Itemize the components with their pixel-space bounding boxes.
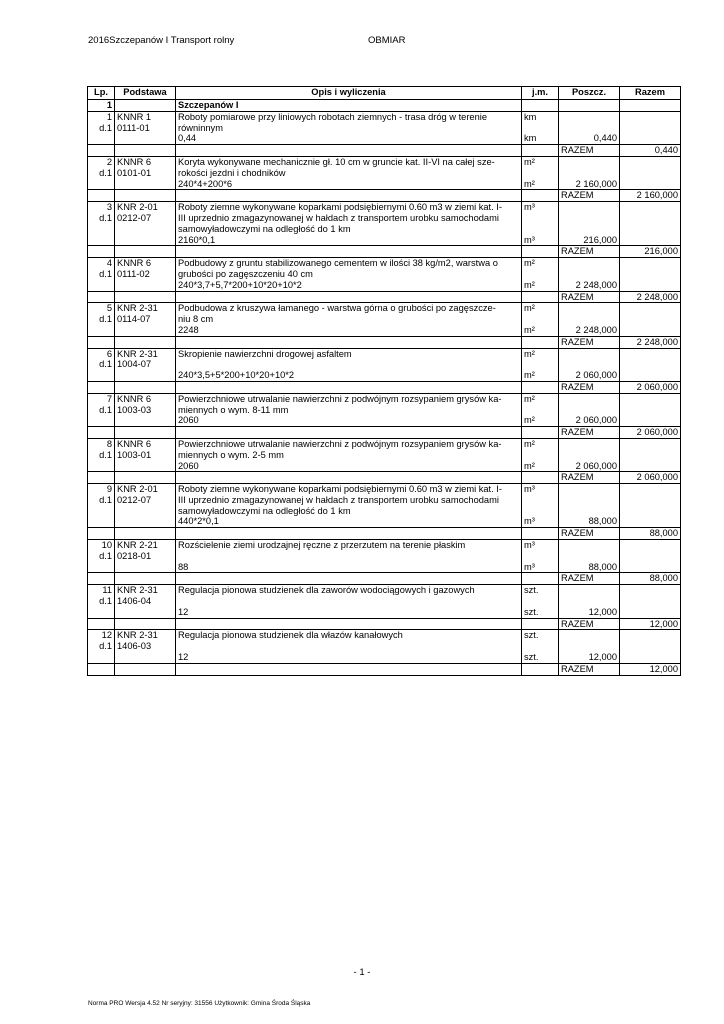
calculation-row	[88, 415, 681, 426]
razem-value: 88,000	[620, 528, 681, 540]
calculation-row	[88, 607, 681, 618]
item-dl: d.1	[99, 550, 112, 561]
razem-row	[88, 336, 681, 348]
unit-value: szt.	[524, 585, 539, 596]
razem-label: RAZEM	[559, 663, 620, 675]
item-podstawa	[115, 156, 176, 178]
item-row	[88, 303, 681, 325]
poszcz-value: 12,000	[559, 607, 620, 618]
description-line: grubości po zagęszczeniu 40 cm	[178, 268, 313, 279]
calculation-row	[88, 235, 681, 246]
item-description	[176, 438, 522, 460]
poszcz-value: 88,000	[559, 516, 620, 527]
description-line: Regulacja pionowa studzienek dla zaworów wodociągowych i gazowych	[178, 585, 475, 596]
item-row	[88, 393, 681, 415]
item-number: 7	[106, 393, 112, 404]
poszcz-value: 216,000	[559, 235, 620, 246]
description-line: Roboty ziemne wykonywane koparkami podsiębiernymi 0.60 m3 w ziemi kat. I-	[178, 202, 502, 213]
item-unit	[522, 585, 559, 607]
podstawa-line: 0111-01	[117, 122, 150, 133]
podstawa-line: KNNR 6	[117, 156, 152, 167]
razem-value: 12,000	[620, 618, 681, 630]
calculation-formula: 12	[176, 607, 522, 618]
item-description	[176, 202, 522, 235]
calculation-unit: m²	[522, 280, 559, 291]
item-lp	[88, 303, 115, 325]
table-header-row	[88, 87, 681, 100]
razem-row	[88, 381, 681, 393]
column-header-poszcz: Poszcz.	[559, 87, 620, 100]
item-unit	[522, 630, 559, 652]
item-lp	[88, 202, 115, 235]
razem-value: 0,440	[620, 145, 681, 157]
calculation-formula: 240*3,7+5,7*200+10*20+10*2	[176, 280, 522, 291]
item-lp	[88, 156, 115, 178]
razem-value: 216,000	[620, 246, 681, 258]
podstawa-line: KNR 2-31	[117, 303, 158, 314]
item-dl: d.1	[99, 494, 112, 505]
unit-value: km	[524, 111, 537, 122]
podstawa-line: KNR 2-01	[117, 484, 158, 495]
item-description	[176, 348, 522, 370]
description-line: samowyładowczymi na odległość do 1 km	[178, 223, 351, 234]
description-line: Skropienie nawierzchni drogowej asfaltem	[178, 348, 352, 359]
item-unit	[522, 111, 559, 133]
razem-label: RAZEM	[559, 618, 620, 630]
razem-label: RAZEM	[559, 291, 620, 303]
razem-label: RAZEM	[559, 381, 620, 393]
calculation-unit: m²	[522, 415, 559, 426]
item-description	[176, 540, 522, 562]
razem-value: 2 160,000	[620, 190, 681, 202]
poszcz-value: 2 060,000	[559, 370, 620, 381]
item-podstawa	[115, 540, 176, 562]
item-description	[176, 258, 522, 280]
item-description	[176, 156, 522, 178]
calculation-formula: 240*3,5+5*200+10*20+10*2	[176, 370, 522, 381]
calculation-unit: m²	[522, 370, 559, 381]
item-lp	[88, 585, 115, 607]
calculation-row	[88, 370, 681, 381]
podstawa-line: 0101-01	[117, 167, 152, 178]
poszcz-value: 88,000	[559, 562, 620, 573]
poszcz-value: 2 248,000	[559, 280, 620, 291]
razem-row	[88, 427, 681, 439]
unit-value: m²	[524, 348, 535, 359]
item-number: 1	[106, 111, 112, 122]
section-number: 1	[88, 100, 115, 112]
column-header-jm: j.m.	[522, 87, 559, 100]
item-dl: d.1	[99, 268, 112, 279]
item-lp	[88, 393, 115, 415]
description-line: równinnym	[178, 122, 223, 133]
podstawa-line: KNNR 6	[117, 393, 152, 404]
item-number: 4	[106, 258, 112, 269]
unit-value: m²	[524, 258, 535, 269]
unit-value: m³	[524, 202, 535, 213]
item-number: 6	[106, 348, 112, 359]
obmiar-table	[87, 86, 681, 676]
header-document-type: OBMIAR	[368, 35, 406, 46]
description-line: niu 8 cm	[178, 314, 214, 325]
calculation-formula: 12	[176, 652, 522, 663]
item-unit	[522, 393, 559, 415]
razem-row	[88, 663, 681, 675]
poszcz-value: 2 060,000	[559, 415, 620, 426]
description-line: Roboty pomiarowe przy liniowych robotach ziemnych - trasa dróg w terenie	[178, 111, 487, 122]
item-row	[88, 202, 681, 235]
podstawa-line: 1406-03	[117, 641, 152, 652]
item-number: 2	[106, 156, 112, 167]
item-dl: d.1	[99, 359, 112, 370]
razem-value: 2 248,000	[620, 291, 681, 303]
header-project-title: 2016Szczepanów I Transport rolny	[88, 35, 235, 46]
calculation-unit: m³	[522, 235, 559, 246]
item-row	[88, 438, 681, 460]
podstawa-line: KNR 2-21	[117, 540, 158, 551]
column-header-opis: Opis i wyliczenia	[176, 87, 522, 100]
unit-value: m³	[524, 540, 535, 551]
item-unit	[522, 303, 559, 325]
item-lp	[88, 630, 115, 652]
description-line: miennych o wym. 2-5 mm	[178, 449, 284, 460]
item-dl: d.1	[99, 314, 112, 325]
unit-value: m³	[524, 484, 535, 495]
razem-row	[88, 528, 681, 540]
item-unit	[522, 156, 559, 178]
item-dl: d.1	[99, 449, 112, 460]
razem-label: RAZEM	[559, 573, 620, 585]
poszcz-value: 12,000	[559, 652, 620, 663]
item-unit	[522, 540, 559, 562]
razem-value: 12,000	[620, 663, 681, 675]
item-description	[176, 484, 522, 517]
poszcz-value: 0,440	[559, 133, 620, 144]
calculation-formula: 88	[176, 562, 522, 573]
razem-label: RAZEM	[559, 472, 620, 484]
calculation-formula: 440*2*0,1	[176, 516, 522, 527]
calculation-row	[88, 516, 681, 527]
description-line: Powierzchniowe utrwalanie nawierzchni z podwójnym rozsypaniem grysów ka-	[178, 393, 502, 404]
calculation-formula: 2060	[176, 461, 522, 472]
calculation-formula: 0,44	[176, 133, 522, 144]
item-row	[88, 258, 681, 280]
calculation-formula: 2060	[176, 415, 522, 426]
podstawa-line: 0218-01	[117, 550, 152, 561]
description-line: Rozścielenie ziemi urodzajnej ręczne z przerzutem na terenie płaskim	[178, 540, 466, 551]
item-description	[176, 303, 522, 325]
item-podstawa	[115, 630, 176, 652]
unit-value: m²	[524, 393, 535, 404]
description-line: Powierzchniowe utrwalanie nawierzchni z podwójnym rozsypaniem grysów ka-	[178, 438, 502, 449]
item-row	[88, 111, 681, 133]
description-line	[178, 359, 519, 370]
item-row	[88, 484, 681, 517]
unit-value: m²	[524, 156, 535, 167]
razem-value: 2 060,000	[620, 427, 681, 439]
podstawa-line: 1003-01	[117, 449, 152, 460]
item-dl: d.1	[99, 596, 112, 607]
calculation-unit: km	[522, 133, 559, 144]
razem-label: RAZEM	[559, 528, 620, 540]
calculation-formula: 240*4+200*6	[176, 179, 522, 190]
section-row	[88, 100, 681, 112]
description-line: Roboty ziemne wykonywane koparkami podsiębiernymi 0.60 m3 w ziemi kat. I-	[178, 484, 502, 495]
description-line	[178, 596, 519, 607]
item-description	[176, 111, 522, 133]
item-podstawa	[115, 484, 176, 517]
item-row	[88, 585, 681, 607]
poszcz-value: 2 160,000	[559, 179, 620, 190]
item-number: 10	[101, 540, 112, 551]
calculation-row	[88, 280, 681, 291]
item-number: 3	[106, 202, 112, 213]
item-dl: d.1	[99, 122, 112, 133]
calculation-unit: szt.	[522, 607, 559, 618]
calculation-unit: m²	[522, 461, 559, 472]
item-description	[176, 585, 522, 607]
razem-label: RAZEM	[559, 427, 620, 439]
calculation-unit: m²	[522, 325, 559, 336]
description-line: III uprzednio zmagazynowanej w hałdach z transportem urobku samochodami	[178, 494, 499, 505]
item-row	[88, 630, 681, 652]
item-podstawa	[115, 111, 176, 133]
razem-value: 2 060,000	[620, 472, 681, 484]
poszcz-value: 2 060,000	[559, 461, 620, 472]
razem-row	[88, 190, 681, 202]
razem-row	[88, 472, 681, 484]
item-number: 11	[102, 585, 112, 596]
razem-row	[88, 573, 681, 585]
item-dl: d.1	[99, 212, 112, 223]
page-number: - 1 -	[353, 967, 371, 978]
razem-value: 2 248,000	[620, 336, 681, 348]
column-header-podstawa: Podstawa	[115, 87, 176, 100]
item-lp	[88, 258, 115, 280]
item-unit	[522, 202, 559, 235]
item-podstawa	[115, 202, 176, 235]
column-header-razem: Razem	[620, 87, 681, 100]
podstawa-line: 1004-07	[117, 359, 152, 370]
item-unit	[522, 438, 559, 460]
description-line	[178, 641, 519, 652]
podstawa-line: 0111-02	[117, 268, 150, 279]
item-podstawa	[115, 585, 176, 607]
podstawa-line: 0212-07	[117, 212, 152, 223]
item-unit	[522, 258, 559, 280]
podstawa-line: KNNR 6	[117, 258, 152, 269]
calculation-unit: m³	[522, 516, 559, 527]
item-row	[88, 540, 681, 562]
razem-row	[88, 291, 681, 303]
item-podstawa	[115, 438, 176, 460]
calculation-formula: 2248	[176, 325, 522, 336]
razem-row	[88, 145, 681, 157]
unit-value: m²	[524, 438, 535, 449]
razem-label: RAZEM	[559, 336, 620, 348]
podstawa-line: KNR 2-01	[117, 202, 158, 213]
item-dl: d.1	[99, 641, 112, 652]
description-line: Koryta wykonywane mechanicznie gł. 10 cm w gruncie kat. II-VI na całej sze-	[178, 156, 495, 167]
item-row	[88, 348, 681, 370]
item-row	[88, 156, 681, 178]
razem-row	[88, 618, 681, 630]
description-line: Regulacja pionowa studzienek dla włazów kanałowych	[178, 630, 403, 641]
calculation-row	[88, 461, 681, 472]
calculation-row	[88, 179, 681, 190]
razem-value: 2 060,000	[620, 381, 681, 393]
podstawa-line: KNR 2-31	[117, 630, 158, 641]
item-dl: d.1	[99, 404, 112, 415]
description-line: Podbudowy z gruntu stabilizowanego cementem w ilości 38 kg/m2, warstwa o	[178, 258, 498, 269]
podstawa-line: KNNR 1	[117, 111, 152, 122]
column-header-lp: Lp.	[88, 87, 115, 100]
razem-row	[88, 246, 681, 258]
item-number: 8	[106, 438, 112, 449]
item-lp	[88, 111, 115, 133]
calculation-row	[88, 133, 681, 144]
description-line: samowyładowczymi na odległość do 1 km	[178, 505, 351, 516]
podstawa-line: 1406-04	[117, 596, 152, 607]
calculation-row	[88, 325, 681, 336]
item-number: 5	[106, 303, 112, 314]
item-lp	[88, 484, 115, 517]
calculation-unit: m²	[522, 179, 559, 190]
unit-value: szt.	[524, 630, 539, 641]
podstawa-line: 0114-07	[117, 314, 151, 325]
item-number: 12	[101, 630, 112, 641]
item-podstawa	[115, 303, 176, 325]
description-line: Podbudowa z kruszywa łamanego - warstwa górna o grubości po zagęszcze-	[178, 303, 496, 314]
description-line	[178, 551, 519, 562]
razem-label: RAZEM	[559, 190, 620, 202]
description-line: miennych o wym. 8-11 mm	[178, 404, 289, 415]
podstawa-line: KNR 2-31	[117, 585, 158, 596]
item-podstawa	[115, 393, 176, 415]
item-lp	[88, 438, 115, 460]
calculation-row	[88, 562, 681, 573]
item-podstawa	[115, 348, 176, 370]
calculation-unit: szt.	[522, 652, 559, 663]
razem-label: RAZEM	[559, 246, 620, 258]
description-line: rokości jezdni i chodników	[178, 167, 286, 178]
description-line: III uprzednio zmagazynowanej w hałdach z transportem urobku samochodami	[178, 212, 499, 223]
razem-label: RAZEM	[559, 145, 620, 157]
calculation-formula: 2160*0,1	[176, 235, 522, 246]
poszcz-value: 2 248,000	[559, 325, 620, 336]
item-dl: d.1	[99, 167, 112, 178]
item-description	[176, 630, 522, 652]
item-unit	[522, 484, 559, 517]
software-footer: Norma PRO Wersja 4.52 Nr seryjny: 31556 Użytkownik: Gmina Środa Śląska	[88, 1000, 311, 1007]
section-name: Szczepanów I	[176, 100, 522, 112]
item-lp	[88, 540, 115, 562]
podstawa-line: KNNR 6	[117, 438, 152, 449]
item-number: 9	[106, 484, 112, 495]
razem-value: 88,000	[620, 573, 681, 585]
podstawa-line: 1003-03	[117, 404, 152, 415]
calculation-unit: m³	[522, 562, 559, 573]
item-podstawa	[115, 258, 176, 280]
item-lp	[88, 348, 115, 370]
calculation-row	[88, 652, 681, 663]
unit-value: m²	[524, 303, 535, 314]
item-description	[176, 393, 522, 415]
podstawa-line: 0212-07	[117, 494, 152, 505]
podstawa-line: KNR 2-31	[117, 348, 158, 359]
item-unit	[522, 348, 559, 370]
